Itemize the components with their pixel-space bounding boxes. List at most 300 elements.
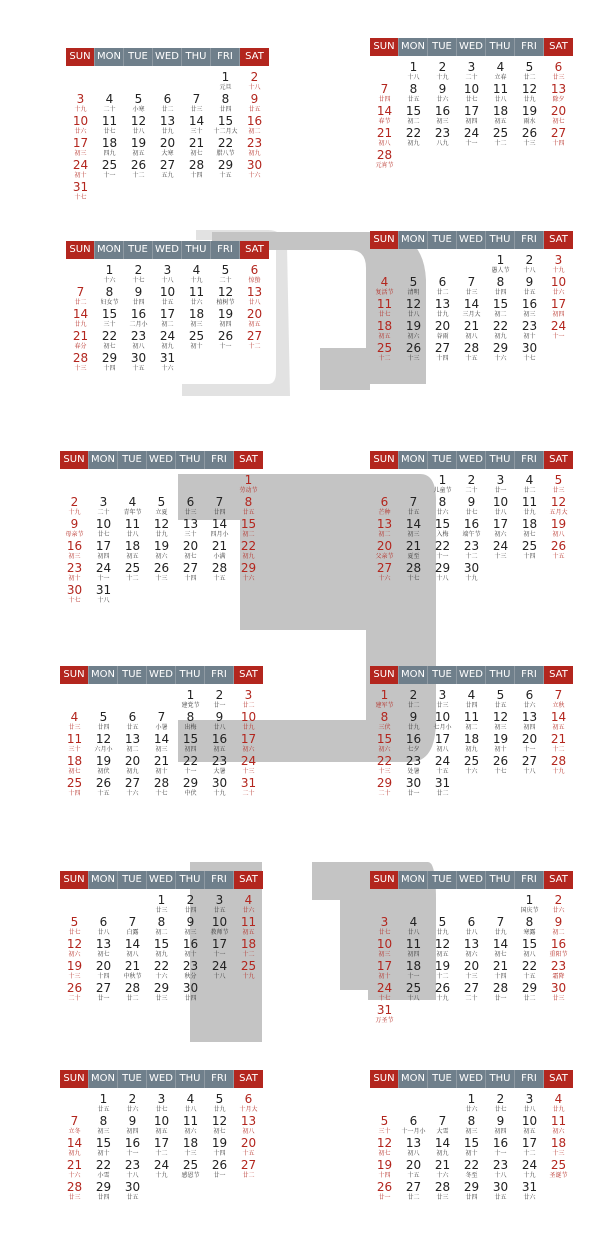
day-number: 16 (130, 307, 147, 321)
lunar-label: 初三 (184, 929, 197, 936)
lunar-label: 十九 (523, 1172, 536, 1179)
lunar-label: 入梅 (436, 531, 449, 538)
lunar-label: 十四 (213, 1150, 226, 1157)
day-cell (428, 562, 457, 584)
lunar-label: 万圣节 (375, 1017, 394, 1024)
day-number: 22 (101, 329, 118, 343)
day-cell (234, 689, 263, 711)
day-number: 10 (550, 275, 567, 289)
lunar-label: 初三 (190, 321, 203, 328)
weekday-header (370, 451, 575, 469)
lunar-label: 十三 (242, 768, 255, 775)
lunar-label: 小满 (213, 553, 226, 560)
lunar-label: 廿二 (407, 702, 420, 709)
day-cell (544, 938, 573, 960)
day-number: 3 (380, 915, 389, 929)
day-number: 23 (182, 959, 199, 973)
day-cell (147, 1093, 176, 1115)
day-cell (240, 308, 269, 330)
day-number: 9 (554, 915, 563, 929)
lunar-label: 初二 (552, 929, 565, 936)
day-cell (176, 1159, 205, 1181)
day-cell (153, 308, 182, 330)
day-cell (370, 496, 399, 518)
weekday-label: SAT (544, 1070, 573, 1088)
lunar-label: 初九 (126, 768, 139, 775)
day-number: 21 (72, 329, 89, 343)
day-number: 6 (380, 495, 389, 509)
day-number: 12 (521, 82, 538, 96)
lunar-label: 十四 (184, 575, 197, 582)
day-cell (124, 308, 153, 330)
day-number: 30 (182, 981, 199, 995)
lunar-label: 十五 (436, 768, 449, 775)
lunar-label: 廿一 (97, 995, 110, 1002)
day-cell (544, 733, 573, 755)
day-cell (428, 916, 457, 938)
day-cell (60, 1115, 89, 1137)
day-cell (66, 93, 95, 115)
day-cell (118, 1181, 147, 1203)
weekday-label: MON (399, 231, 428, 249)
day-number: 19 (217, 307, 234, 321)
day-number: 30 (66, 583, 83, 597)
day-cell (205, 496, 234, 518)
day-number: 22 (521, 959, 538, 973)
day-number: 28 (550, 754, 567, 768)
day-number: 16 (492, 1136, 509, 1150)
lunar-label: 廿三 (436, 1194, 449, 1201)
day-number: 10 (95, 517, 112, 531)
lunar-label: 十五 (523, 973, 536, 980)
weekday-label: SUN (60, 871, 89, 889)
lunar-label: 廿八 (494, 96, 507, 103)
lunar-label: 廿三 (68, 724, 81, 731)
day-cell (176, 689, 205, 711)
lunar-label: 端午节 (462, 531, 481, 538)
day-cell (399, 127, 428, 149)
day-number: 24 (376, 981, 393, 995)
day-cell (234, 755, 263, 777)
day-cell (124, 352, 153, 374)
lunar-label: 十四 (103, 365, 116, 372)
day-cell (515, 1115, 544, 1137)
lunar-label: 廿七 (68, 929, 81, 936)
lunar-label: 初三 (378, 951, 391, 958)
day-cell (124, 93, 153, 115)
day-cell (457, 1159, 486, 1181)
lunar-label: 廿七 (465, 509, 478, 516)
day-number: 21 (550, 732, 567, 746)
day-number: 21 (66, 1158, 83, 1172)
day-number: 10 (463, 82, 480, 96)
day-number: 25 (492, 126, 509, 140)
weekday-label: SAT (240, 48, 269, 66)
lunar-label: 冬至 (465, 1172, 478, 1179)
day-number: 6 (163, 92, 172, 106)
day-cell (205, 562, 234, 584)
weekday-label: SAT (544, 666, 573, 684)
day-cell (515, 755, 544, 777)
lunar-label: 二十 (103, 106, 116, 113)
day-cell (118, 540, 147, 562)
day-number: 15 (405, 104, 422, 118)
day-number: 17 (463, 104, 480, 118)
day-cell (428, 733, 457, 755)
lunar-label: 复活节 (375, 289, 394, 296)
lunar-label: 初七 (190, 150, 203, 157)
day-cell (486, 276, 515, 298)
lunar-label: 廿九 (523, 96, 536, 103)
lunar-label: 初十 (184, 951, 197, 958)
lunar-label: 廿七 (155, 1106, 168, 1113)
weekday-header (60, 1070, 265, 1088)
day-number: 31 (159, 351, 176, 365)
day-number: 19 (153, 539, 170, 553)
lunar-label: 建军节 (375, 702, 394, 709)
day-number: 13 (376, 517, 393, 531)
day-cell (399, 61, 428, 83)
lunar-label: 初二 (248, 128, 261, 135)
day-number: 6 (467, 915, 476, 929)
day-number: 16 (550, 937, 567, 951)
day-cell (60, 982, 89, 1004)
day-cell (457, 298, 486, 320)
day-number: 6 (409, 1114, 418, 1128)
lunar-label: 十一 (552, 333, 565, 340)
weekday-label: TUE (428, 451, 457, 469)
lunar-label: 十五 (552, 553, 565, 560)
day-number: 15 (95, 1136, 112, 1150)
day-number: 25 (405, 981, 422, 995)
lunar-label: 十一月小 (401, 1128, 426, 1135)
day-number: 20 (240, 1136, 257, 1150)
day-number: 14 (188, 114, 205, 128)
lunar-label: 立夏 (155, 509, 168, 516)
day-number: 4 (496, 60, 505, 74)
day-number: 17 (211, 937, 228, 951)
day-number: 12 (211, 1114, 228, 1128)
day-number: 2 (525, 253, 534, 267)
day-cell (176, 540, 205, 562)
day-number: 3 (554, 253, 563, 267)
day-cell (234, 777, 263, 799)
day-cell (95, 93, 124, 115)
day-number: 28 (124, 981, 141, 995)
lunar-label: 廿二 (242, 1172, 255, 1179)
lunar-label: 初四 (126, 1128, 139, 1135)
lunar-label: 十一 (407, 973, 420, 980)
day-cell (89, 562, 118, 584)
day-number: 14 (463, 297, 480, 311)
lunar-label: 寒露 (523, 929, 536, 936)
day-number: 25 (550, 1158, 567, 1172)
lunar-label: 三伏 (378, 724, 391, 731)
day-number: 18 (492, 104, 509, 118)
lunar-label: 廿四 (213, 509, 226, 516)
day-number: 10 (521, 1114, 538, 1128)
weekday-label: SUN (370, 231, 399, 249)
day-number: 5 (157, 495, 166, 509)
day-cell (486, 127, 515, 149)
lunar-label: 十三 (465, 973, 478, 980)
day-cell (182, 308, 211, 330)
day-number: 27 (240, 1158, 257, 1172)
day-cell (240, 330, 269, 352)
day-cell (515, 496, 544, 518)
day-number: 20 (434, 319, 451, 333)
day-cell (428, 496, 457, 518)
lunar-label: 十三 (378, 768, 391, 775)
day-cell (370, 711, 399, 733)
weekday-label: FRI (515, 666, 544, 684)
lunar-label: 十四 (494, 973, 507, 980)
lunar-label: 十三 (523, 140, 536, 147)
day-number: 8 (380, 710, 389, 724)
day-cell (486, 1137, 515, 1159)
day-number: 19 (95, 754, 112, 768)
lunar-label: 廿一 (213, 1172, 226, 1179)
day-cell (147, 733, 176, 755)
lunar-label: 十三 (155, 575, 168, 582)
day-cell (486, 342, 515, 364)
lunar-label: 初八 (126, 951, 139, 958)
lunar-label: 廿五 (213, 907, 226, 914)
day-number: 2 (250, 70, 259, 84)
lunar-label: 初七 (523, 531, 536, 538)
day-number: 19 (492, 732, 509, 746)
lunar-label: 三十 (68, 746, 81, 753)
lunar-label: 十六 (155, 973, 168, 980)
day-cell (60, 711, 89, 733)
lunar-label: 廿九 (436, 929, 449, 936)
day-cell (118, 916, 147, 938)
weekday-label: TUE (428, 871, 457, 889)
day-cell (60, 562, 89, 584)
day-cell (370, 540, 399, 562)
day-number: 6 (244, 1092, 253, 1106)
lunar-label: 廿九 (494, 929, 507, 936)
day-number: 1 (409, 60, 418, 74)
day-cell (182, 286, 211, 308)
lunar-label: 十九 (68, 509, 81, 516)
lunar-label: 处暑 (407, 768, 420, 775)
day-cell (234, 562, 263, 584)
day-number: 13 (124, 732, 141, 746)
day-number: 24 (550, 319, 567, 333)
lunar-label: 十二 (465, 553, 478, 560)
day-cell (211, 115, 240, 137)
day-number: 30 (550, 981, 567, 995)
day-number: 29 (434, 561, 451, 575)
day-cell (89, 755, 118, 777)
day-cell (486, 938, 515, 960)
lunar-label: 十五 (407, 1172, 420, 1179)
day-number: 30 (246, 158, 263, 172)
day-cell (176, 1115, 205, 1137)
day-number: 30 (405, 776, 422, 790)
day-cell (428, 982, 457, 1004)
lunar-label: 初三 (97, 1128, 110, 1135)
day-number: 26 (130, 158, 147, 172)
day-cell (182, 330, 211, 352)
day-number: 21 (211, 539, 228, 553)
day-number: 23 (463, 539, 480, 553)
day-cell (544, 1093, 573, 1115)
day-number: 15 (182, 732, 199, 746)
day-cell (66, 159, 95, 181)
day-cell (205, 518, 234, 540)
day-number: 27 (550, 126, 567, 140)
day-cell (370, 1181, 399, 1203)
day-cell (234, 916, 263, 938)
day-cell (428, 83, 457, 105)
lunar-label: 春节 (378, 118, 391, 125)
day-cell (118, 982, 147, 1004)
weekday-label: FRI (205, 666, 234, 684)
day-cell (370, 127, 399, 149)
lunar-label: 十八 (248, 84, 261, 91)
day-number: 7 (70, 1114, 79, 1128)
day-number: 21 (376, 126, 393, 140)
day-number: 9 (70, 517, 79, 531)
lunar-label: 腊八节 (216, 150, 235, 157)
lunar-label: 廿六 (552, 289, 565, 296)
day-cell (370, 83, 399, 105)
weekday-label: FRI (205, 1070, 234, 1088)
lunar-label: 儿童节 (433, 487, 452, 494)
weekday-label: THU (486, 1070, 515, 1088)
day-cell (234, 540, 263, 562)
lunar-label: 十六 (436, 1172, 449, 1179)
lunar-label: 四月小 (210, 531, 229, 538)
weekday-label: THU (486, 451, 515, 469)
weekday-label: TUE (118, 1070, 147, 1088)
lunar-label: 初八 (465, 333, 478, 340)
day-number: 4 (192, 263, 201, 277)
day-number: 30 (130, 351, 147, 365)
lunar-label: 十八 (213, 973, 226, 980)
day-cell (515, 342, 544, 364)
day-cell (486, 1159, 515, 1181)
day-number: 23 (124, 1158, 141, 1172)
day-number: 7 (554, 688, 563, 702)
day-number: 26 (217, 329, 234, 343)
day-cell (399, 1137, 428, 1159)
lunar-label: 廿五 (242, 509, 255, 516)
day-cell (370, 342, 399, 364)
weekday-label: THU (176, 871, 205, 889)
day-cell (515, 960, 544, 982)
weekday-header (66, 48, 271, 66)
day-cell (399, 298, 428, 320)
lunar-label: 廿七 (103, 128, 116, 135)
day-cell (89, 733, 118, 755)
day-cell (399, 105, 428, 127)
day-cell (457, 127, 486, 149)
lunar-label: 十六 (378, 575, 391, 582)
day-cell (515, 320, 544, 342)
day-cell (60, 496, 89, 518)
day-number: 29 (153, 981, 170, 995)
lunar-label: 廿六 (436, 96, 449, 103)
day-cell (60, 938, 89, 960)
lunar-label: 十七 (68, 597, 81, 604)
day-number: 26 (95, 776, 112, 790)
lunar-label: 十月大 (239, 1106, 258, 1113)
day-number: 25 (66, 776, 83, 790)
day-number: 21 (188, 136, 205, 150)
weekday-label: THU (486, 666, 515, 684)
day-number: 7 (128, 915, 137, 929)
weekday-label: FRI (205, 451, 234, 469)
day-cell (486, 298, 515, 320)
lunar-label: 初五 (248, 321, 261, 328)
weekday-header (370, 666, 575, 684)
lunar-label: 初二 (126, 746, 139, 753)
lunar-label: 廿九 (161, 128, 174, 135)
calendar-month-8 (370, 666, 575, 799)
day-cell (153, 115, 182, 137)
day-cell (428, 61, 457, 83)
day-cell (544, 298, 573, 320)
day-cell (205, 1093, 234, 1115)
lunar-label: 十六 (103, 277, 116, 284)
day-cell (457, 83, 486, 105)
day-cell (211, 286, 240, 308)
lunar-label: 初十 (68, 575, 81, 582)
day-cell (89, 1115, 118, 1137)
lunar-label: 父亲节 (375, 553, 394, 560)
lunar-label: 二十 (465, 995, 478, 1002)
day-number: 15 (153, 937, 170, 951)
lunar-label: 十八 (97, 597, 110, 604)
lunar-label: 初十 (378, 973, 391, 980)
day-number: 12 (153, 517, 170, 531)
day-grid (60, 689, 265, 799)
lunar-label: 廿八 (97, 929, 110, 936)
lunar-label: 廿四 (494, 289, 507, 296)
day-cell (153, 264, 182, 286)
day-cell (515, 254, 544, 276)
day-number: 31 (240, 776, 257, 790)
lunar-label: 十五 (97, 790, 110, 797)
lunar-label: 初七 (213, 1128, 226, 1135)
lunar-label: 初四 (523, 724, 536, 731)
day-number: 18 (550, 1136, 567, 1150)
lunar-label: 初八 (407, 1150, 420, 1157)
weekday-label: TUE (428, 1070, 457, 1088)
calendar-month-6 (370, 451, 575, 584)
day-number: 5 (525, 60, 534, 74)
day-cell (124, 264, 153, 286)
lunar-label: 初五 (436, 951, 449, 958)
day-number: 31 (376, 1003, 393, 1017)
weekday-label: SUN (370, 871, 399, 889)
day-cell (205, 894, 234, 916)
lunar-label: 初三 (436, 118, 449, 125)
day-cell (457, 689, 486, 711)
day-number: 8 (496, 275, 505, 289)
day-cell (544, 894, 573, 916)
lunar-label: 十六 (248, 172, 261, 179)
day-number: 20 (463, 959, 480, 973)
day-cell (60, 584, 89, 606)
lunar-label: 谷雨 (436, 333, 449, 340)
day-cell (486, 1115, 515, 1137)
day-cell (118, 518, 147, 540)
day-cell (211, 264, 240, 286)
